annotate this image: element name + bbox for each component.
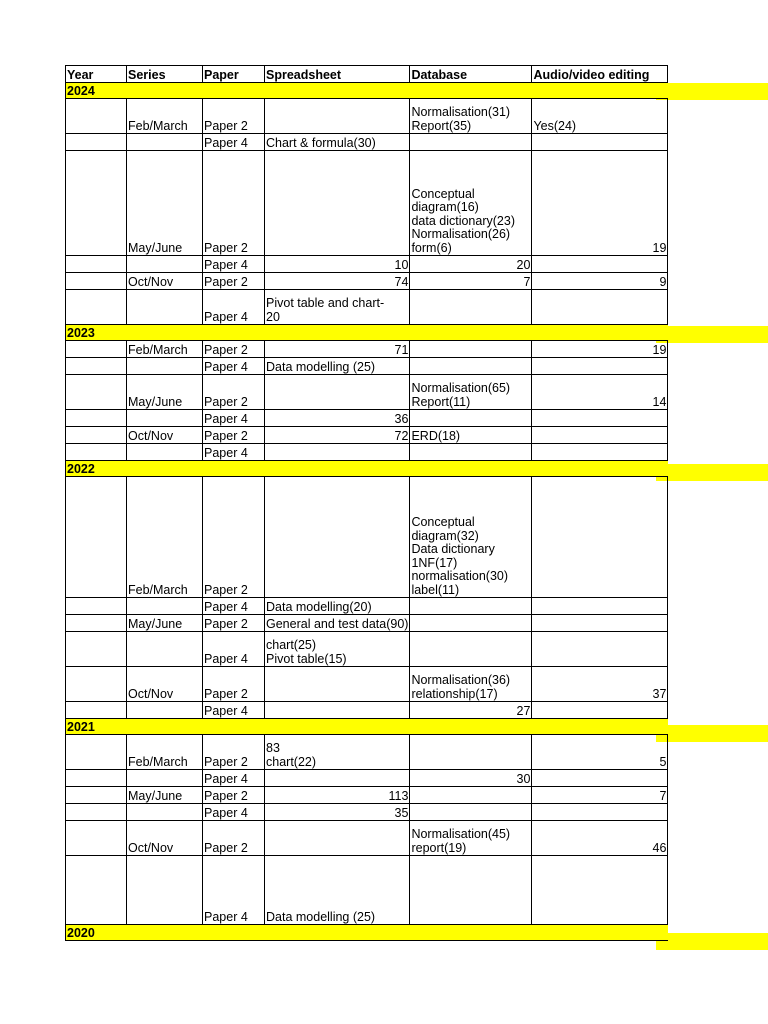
av-cell (532, 410, 668, 427)
year-cell (66, 99, 127, 134)
paper-cell: Paper 4 (203, 444, 265, 461)
database-cell (410, 804, 532, 821)
year-cell (66, 273, 127, 290)
spreadsheet-cell: Pivot table and chart- 20 (265, 290, 410, 325)
year-cell (66, 632, 127, 667)
series-cell (127, 770, 203, 787)
database-cell: 7 (410, 273, 532, 290)
paper-cell: Paper 2 (203, 477, 265, 598)
spreadsheet-cell (265, 99, 410, 134)
av-cell (532, 134, 668, 151)
year-cell (66, 341, 127, 358)
database-cell: Normalisation(31) Report(35) (410, 99, 532, 134)
av-cell: 46 (532, 821, 668, 856)
paper-cell: Paper 4 (203, 702, 265, 719)
spreadsheet-cell (265, 770, 410, 787)
av-cell (532, 598, 668, 615)
series-cell (127, 804, 203, 821)
paper-cell: Paper 2 (203, 667, 265, 702)
series-cell (127, 290, 203, 325)
database-cell: ERD(18) (410, 427, 532, 444)
av-cell: 19 (532, 151, 668, 256)
spreadsheet-cell: 113 (265, 787, 410, 804)
series-cell: Oct/Nov (127, 273, 203, 290)
year-cell (66, 427, 127, 444)
spreadsheet-cell (265, 151, 410, 256)
av-cell (532, 444, 668, 461)
database-cell: Normalisation(36) relationship(17) (410, 667, 532, 702)
series-cell (127, 444, 203, 461)
paper-cell: Paper 2 (203, 427, 265, 444)
series-cell (127, 856, 203, 925)
table-row (66, 856, 668, 925)
database-cell: Normalisation(45) report(19) (410, 821, 532, 856)
spreadsheet-cell: Data modelling (25) (265, 856, 410, 925)
av-cell (532, 804, 668, 821)
spreadsheet-cell (265, 477, 410, 598)
paper-cell: Paper 2 (203, 273, 265, 290)
spreadsheet-cell: 36 (265, 410, 410, 427)
exam-topics-table (65, 65, 668, 941)
database-cell (410, 290, 532, 325)
av-cell (532, 256, 668, 273)
av-cell: 19 (532, 341, 668, 358)
database-cell (410, 856, 532, 925)
table-row (66, 410, 668, 427)
year-band-extension (656, 933, 768, 950)
series-cell: May/June (127, 787, 203, 804)
year-cell (66, 856, 127, 925)
spreadsheet-cell: Data modelling(20) (265, 598, 410, 615)
av-cell (532, 632, 668, 667)
paper-cell: Paper 4 (203, 804, 265, 821)
year-cell (66, 770, 127, 787)
av-cell: 7 (532, 787, 668, 804)
paper-cell: Paper 4 (203, 290, 265, 325)
header-series: Series (127, 66, 203, 83)
paper-cell: Paper 2 (203, 615, 265, 632)
header-spreadsheet: Spreadsheet (265, 66, 410, 83)
year-cell (66, 821, 127, 856)
year-cell (66, 735, 127, 770)
year-band-extension (656, 725, 768, 742)
year-cell (66, 375, 127, 410)
spreadsheet-cell: 72 (265, 427, 410, 444)
year-label: 2020 (66, 925, 127, 941)
series-cell (127, 598, 203, 615)
year-band-extension (656, 83, 768, 100)
spreadsheet-cell (265, 375, 410, 410)
year-cell (66, 667, 127, 702)
database-cell: Normalisation(65) Report(11) (410, 375, 532, 410)
series-cell: May/June (127, 375, 203, 410)
database-cell (410, 632, 532, 667)
database-cell (410, 787, 532, 804)
year-cell (66, 702, 127, 719)
year-row (66, 325, 668, 341)
series-cell (127, 632, 203, 667)
table-row (66, 477, 668, 598)
av-cell (532, 290, 668, 325)
database-cell (410, 134, 532, 151)
av-cell: 37 (532, 667, 668, 702)
database-cell: 27 (410, 702, 532, 719)
paper-cell: Paper 2 (203, 151, 265, 256)
av-cell (532, 358, 668, 375)
database-cell (410, 341, 532, 358)
av-cell (532, 477, 668, 598)
database-cell: Conceptual diagram(32) Data dictionary 1NF(17) normalisation(30) label(11) (410, 477, 532, 598)
database-cell (410, 358, 532, 375)
year-row (66, 719, 668, 735)
spreadsheet-cell: Chart & formula(30) (265, 134, 410, 151)
av-cell (532, 702, 668, 719)
spreadsheet-cell: Data modelling (25) (265, 358, 410, 375)
table-row (66, 804, 668, 821)
table-row (66, 702, 668, 719)
av-cell (532, 770, 668, 787)
table-row (66, 667, 668, 702)
av-cell: 14 (532, 375, 668, 410)
table-row (66, 444, 668, 461)
av-cell: 9 (532, 273, 668, 290)
series-cell: May/June (127, 615, 203, 632)
series-cell: Feb/March (127, 477, 203, 598)
year-cell (66, 477, 127, 598)
table-row (66, 134, 668, 151)
series-cell: Oct/Nov (127, 821, 203, 856)
year-cell (66, 615, 127, 632)
av-cell (532, 427, 668, 444)
year-cell (66, 256, 127, 273)
series-cell (127, 134, 203, 151)
header-av: Audio/video editing (532, 66, 668, 83)
table-row (66, 358, 668, 375)
paper-cell: Paper 2 (203, 375, 265, 410)
header-database: Database (410, 66, 532, 83)
spreadsheet-cell (265, 444, 410, 461)
series-cell: Feb/March (127, 735, 203, 770)
paper-cell: Paper 2 (203, 735, 265, 770)
year-label: 2024 (66, 83, 127, 99)
spreadsheet-cell: chart(25) Pivot table(15) (265, 632, 410, 667)
paper-cell: Paper 2 (203, 99, 265, 134)
database-cell (410, 444, 532, 461)
database-cell (410, 598, 532, 615)
av-cell (532, 615, 668, 632)
year-cell (66, 804, 127, 821)
year-cell (66, 151, 127, 256)
paper-cell: Paper 4 (203, 256, 265, 273)
paper-cell: Paper 2 (203, 341, 265, 358)
table-row (66, 99, 668, 134)
table-row (66, 615, 668, 632)
database-cell (410, 615, 532, 632)
year-row (66, 925, 668, 941)
year-row (66, 461, 668, 477)
series-cell: Oct/Nov (127, 667, 203, 702)
spreadsheet-cell (265, 821, 410, 856)
spreadsheet-cell (265, 702, 410, 719)
series-cell: Oct/Nov (127, 427, 203, 444)
header-paper: Paper (203, 66, 265, 83)
series-cell (127, 358, 203, 375)
paper-cell: Paper 4 (203, 632, 265, 667)
table-row (66, 341, 668, 358)
table-row (66, 256, 668, 273)
database-cell (410, 735, 532, 770)
year-label: 2023 (66, 325, 127, 341)
header-row (66, 66, 668, 83)
database-cell: Conceptual diagram(16) data dictionary(23) Normalisation(26) form(6) (410, 151, 532, 256)
year-cell (66, 358, 127, 375)
year-band-extension (656, 326, 768, 343)
spreadsheet-cell: 10 (265, 256, 410, 273)
table-row (66, 787, 668, 804)
table-row (66, 151, 668, 256)
series-cell: Feb/March (127, 99, 203, 134)
year-row (66, 83, 668, 99)
av-cell (532, 856, 668, 925)
year-label: 2022 (66, 461, 127, 477)
paper-cell: Paper 4 (203, 358, 265, 375)
year-cell (66, 410, 127, 427)
paper-cell: Paper 4 (203, 856, 265, 925)
spreadsheet-cell: 35 (265, 804, 410, 821)
year-label: 2021 (66, 719, 127, 735)
spreadsheet-cell (265, 667, 410, 702)
paper-cell: Paper 2 (203, 821, 265, 856)
database-cell: 30 (410, 770, 532, 787)
series-cell (127, 410, 203, 427)
paper-cell: Paper 4 (203, 134, 265, 151)
table-row (66, 735, 668, 770)
header-year: Year (66, 66, 127, 83)
database-cell: 20 (410, 256, 532, 273)
series-cell: May/June (127, 151, 203, 256)
year-cell (66, 787, 127, 804)
database-cell (410, 410, 532, 427)
av-cell: Yes(24) (532, 99, 668, 134)
year-cell (66, 134, 127, 151)
paper-cell: Paper 4 (203, 598, 265, 615)
spreadsheet-cell: 83 chart(22) (265, 735, 410, 770)
spreadsheet-cell: 71 (265, 341, 410, 358)
paper-cell: Paper 4 (203, 410, 265, 427)
table-row (66, 427, 668, 444)
paper-cell: Paper 4 (203, 770, 265, 787)
av-cell: 5 (532, 735, 668, 770)
table-row (66, 598, 668, 615)
spreadsheet-cell: General and test data(90) (266, 616, 409, 631)
year-band-extension (656, 464, 768, 481)
year-cell (66, 290, 127, 325)
series-cell (127, 256, 203, 273)
table-row (66, 632, 668, 667)
table-row (66, 375, 668, 410)
table-row (66, 770, 668, 787)
table-row (66, 821, 668, 856)
spreadsheet-cell: 74 (265, 273, 410, 290)
year-cell (66, 598, 127, 615)
table-row (66, 290, 668, 325)
series-cell: Feb/March (127, 341, 203, 358)
series-cell (127, 702, 203, 719)
paper-cell: Paper 2 (203, 787, 265, 804)
table-row (66, 273, 668, 290)
year-cell (66, 444, 127, 461)
